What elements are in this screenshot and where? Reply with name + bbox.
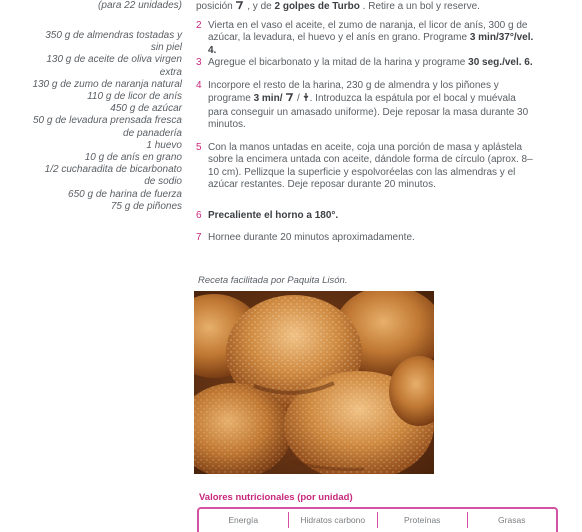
ingredient-line: 450 g de azúcar <box>110 103 182 115</box>
spike-icon <box>303 92 310 106</box>
pastries-photo <box>194 291 434 474</box>
servings-note: (para 22 unidades) <box>98 0 182 11</box>
nutrition-header-fat: Grasas <box>498 515 526 525</box>
step-3: 3 Agregue el bicarbonato y la mitad de la harina y programe 30 seg./vel. 6. <box>196 57 533 68</box>
nutrition-header-energy: Energía <box>199 512 289 528</box>
ingredient-line: 75 g de piñones <box>110 200 182 212</box>
recipe-credit: Receta facilitada por Paquita Lisón. <box>198 275 348 286</box>
ingredient-line: 1 huevo <box>146 139 182 151</box>
ingredient-line: 130 g de aceite de oliva virgen <box>46 54 182 66</box>
ingredient-list <box>0 30 182 213</box>
nutrition-header-carbs: Hidratos carbono <box>289 512 379 528</box>
nutrition-table <box>197 507 558 532</box>
ingredient-line: 650 g de harina de fuerza <box>68 188 182 200</box>
ingredient-line: extra <box>159 66 182 78</box>
ingredient-line: de panadería <box>123 127 182 139</box>
step-text: posición , y de 2 golpes de Turbo . Retire a un bol y reserve. <box>196 0 536 14</box>
step-1-continued <box>196 0 536 14</box>
nutrition-header-row <box>199 512 556 528</box>
ingredient-line: 130 g de zumo de naranja natural <box>32 78 182 90</box>
step-7: 7 Hornee durante 20 minutos aproximadamente. <box>196 232 415 243</box>
reverse-spin-icon <box>235 0 244 14</box>
ingredient-line: 350 g de almendras tostadas y <box>45 30 182 41</box>
step-4: 4 Incorpore el resto de la harina, 230 g de almendra y los piñones y programe 3 min/ / . Introduzca la espátula por el bocal y muévala para conseguir un amasado uniforme). Deje reposar la masa durante 30 minutos. <box>196 80 529 131</box>
ingredient-line: 50 g de levadura prensada fresca <box>33 115 182 127</box>
step-2: 2 Vierta en el vaso el aceite, el zumo de naranja, el licor de anís, 300 g de azúcar, la levadura, el huevo y el anís en grano. Programe 3 min/37°/vel. 4. <box>196 20 534 56</box>
ingredient-line: 1/2 cucharadita de bicarbonato <box>44 164 182 176</box>
nutrition-title: Valores nutricionales (por unidad) <box>199 492 353 503</box>
nutrition-header-protein: Proteínas <box>378 512 468 528</box>
ingredient-line: 110 g de licor de anís <box>87 91 182 103</box>
ingredient-line: de sodio <box>144 176 182 188</box>
reverse-spin-icon <box>285 92 294 106</box>
ingredient-line: sin piel <box>150 42 182 54</box>
step-6: 6 Precaliente el horno a 180°. <box>196 210 339 221</box>
ingredient-line: 10 g de anís en grano <box>84 152 182 164</box>
step-5: 5 Con la manos untadas en aceite, coja una porción de masa y aplástela sobre la encimera untada con aceite, dándole forma de círculo (aprox. 8–10 cm). Pellizque la superficie y espolvoréelas con las almendras y el azúcar restantes. Deje reposar durante 20 minutos. <box>196 142 533 191</box>
